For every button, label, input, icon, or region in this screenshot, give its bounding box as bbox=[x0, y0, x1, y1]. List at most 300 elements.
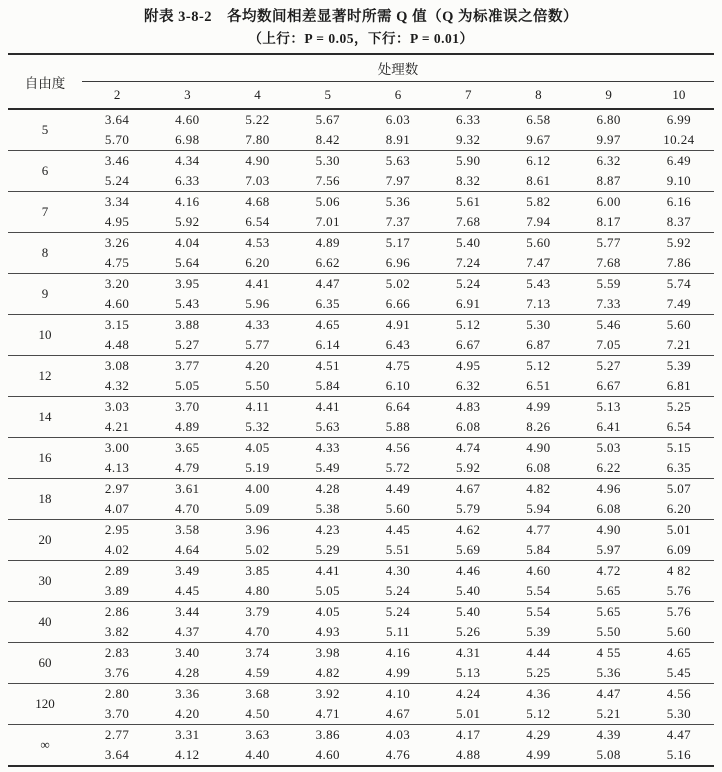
df-value: 18 bbox=[8, 479, 82, 520]
q-value-p005: 5.77 bbox=[574, 233, 644, 254]
q-value-p005: 4.45 bbox=[363, 520, 433, 541]
q-value-p005: 4.89 bbox=[293, 233, 363, 254]
q-value-p005: 3.88 bbox=[152, 315, 222, 336]
q-value-p005: 2.83 bbox=[82, 643, 152, 664]
q-value-p001: 7.49 bbox=[666, 296, 692, 311]
q-value-p001: 5.27 bbox=[175, 337, 200, 352]
df-value: 8 bbox=[8, 233, 82, 274]
q-value-p001: 5.40 bbox=[456, 583, 481, 598]
q-value-p001: 5.63 bbox=[315, 419, 340, 434]
q-value-p005: 4.04 bbox=[152, 233, 222, 254]
q-value-p005: 4.11 bbox=[222, 397, 292, 418]
table-row-p005 bbox=[8, 274, 714, 295]
q-value-p005: 4.95 bbox=[433, 356, 503, 377]
q-value-p001: 4.67 bbox=[385, 706, 411, 721]
table-row-p001 bbox=[8, 540, 714, 561]
q-value-p005: 4.72 bbox=[574, 561, 644, 582]
q-value-p005: 5.27 bbox=[574, 356, 644, 377]
q-value-p001: 8.87 bbox=[596, 173, 621, 188]
q-value-p005: 4.91 bbox=[363, 315, 433, 336]
q-value-p005: 5.74 bbox=[644, 274, 714, 295]
q-value-p005: 4.90 bbox=[574, 520, 644, 541]
q-value-p001: 5.76 bbox=[666, 583, 692, 598]
q-value-p005: 3.44 bbox=[152, 602, 222, 623]
q-value-p005: 4.74 bbox=[433, 438, 503, 459]
q-value-p001: 7.56 bbox=[315, 173, 340, 188]
q-value-p001: 8.17 bbox=[596, 214, 621, 229]
q-value-p005: 5.82 bbox=[503, 192, 573, 213]
q-value-p001: 5.11 bbox=[386, 624, 410, 639]
q-value-p001: 6.96 bbox=[385, 255, 411, 270]
df-value: 6 bbox=[8, 151, 82, 192]
q-value-p001: 4.07 bbox=[104, 501, 130, 516]
q-value-p005: 4.44 bbox=[503, 643, 573, 664]
q-value-p005: 4.20 bbox=[222, 356, 292, 377]
q-value-p005: 4.83 bbox=[433, 397, 503, 418]
q-value-p005: 5.12 bbox=[503, 356, 573, 377]
table-row-p005 bbox=[8, 725, 714, 746]
column-header: 10 bbox=[644, 82, 714, 110]
table-row-p005 bbox=[8, 561, 714, 582]
q-value-p005: 4.29 bbox=[503, 725, 573, 746]
q-value-p005: 5.06 bbox=[293, 192, 363, 213]
df-value: 14 bbox=[8, 397, 82, 438]
q-value-p001: 6.35 bbox=[666, 460, 692, 475]
q-value-p005: 4.90 bbox=[503, 438, 573, 459]
q-value-p005: 5.36 bbox=[363, 192, 433, 213]
q-value-p001: 5.25 bbox=[526, 665, 551, 680]
q-value-p005: 5.30 bbox=[293, 151, 363, 172]
q-value-p005: 4.05 bbox=[293, 602, 363, 623]
q-value-p001: 5.19 bbox=[245, 460, 270, 475]
table-row-p005 bbox=[8, 192, 714, 213]
q-value-p005: 4.62 bbox=[433, 520, 503, 541]
q-value-p001: 5.60 bbox=[666, 624, 692, 639]
q-value-p005: 3.65 bbox=[152, 438, 222, 459]
q-value-p005: 6.00 bbox=[574, 192, 644, 213]
q-value-p001: 6.51 bbox=[526, 378, 551, 393]
q-value-p005: 2.97 bbox=[82, 479, 152, 500]
table-title: 附表 3-8-2 各均数间相差显著时所需 Q 值（Q 为标准误之倍数） bbox=[144, 9, 578, 25]
table-row-p005 bbox=[8, 602, 714, 623]
q-value-p005: 5.22 bbox=[245, 112, 270, 127]
df-value: ∞ bbox=[8, 725, 82, 767]
column-header: 4 bbox=[222, 82, 292, 110]
q-value-p001: 5.51 bbox=[385, 542, 411, 557]
table-row-p005 bbox=[8, 643, 714, 664]
q-value-p001: 4.40 bbox=[245, 747, 270, 762]
q-value-p001: 4.70 bbox=[245, 624, 270, 639]
q-value-p001: 8.61 bbox=[526, 173, 551, 188]
q-value-p001: 7.37 bbox=[385, 214, 411, 229]
q-value-p001: 4.21 bbox=[104, 419, 130, 434]
q-value-p005: 2.89 bbox=[82, 561, 152, 582]
q-value-p005: 4.05 bbox=[222, 438, 292, 459]
q-value-p001: 8.42 bbox=[315, 132, 340, 147]
q-value-p005: 5.59 bbox=[574, 274, 644, 295]
table-row-p001 bbox=[8, 294, 714, 315]
q-value-table bbox=[8, 53, 714, 767]
q-value-p001: 5.02 bbox=[245, 542, 270, 557]
q-value-p005: 5.13 bbox=[574, 397, 644, 418]
q-value-p005: 5.46 bbox=[574, 315, 644, 336]
q-value-p001: 10.24 bbox=[663, 132, 695, 147]
q-value-p005: 3.92 bbox=[293, 684, 363, 705]
q-value-p001: 8.91 bbox=[385, 132, 411, 147]
q-value-p001: 5.64 bbox=[175, 255, 200, 270]
q-value-p005: 4.33 bbox=[222, 315, 292, 336]
q-value-p005: 5.15 bbox=[644, 438, 714, 459]
table-row-p005 bbox=[8, 479, 714, 500]
q-value-p005: 6.03 bbox=[385, 112, 411, 127]
q-value-p001: 9.10 bbox=[666, 173, 692, 188]
q-value-p005: 5.25 bbox=[644, 397, 714, 418]
q-value-p005: 5.40 bbox=[433, 602, 503, 623]
q-value-p005: 3.15 bbox=[82, 315, 152, 336]
table-row-p001 bbox=[8, 704, 714, 725]
q-value-p005: 4.60 bbox=[175, 112, 200, 127]
q-value-p005: 5.90 bbox=[433, 151, 503, 172]
q-value-p001: 6.35 bbox=[315, 296, 340, 311]
q-value-p005: 6.64 bbox=[363, 397, 433, 418]
q-value-p001: 7.68 bbox=[456, 214, 481, 229]
q-value-p005: 5.39 bbox=[644, 356, 714, 377]
q-value-p005: 4.51 bbox=[293, 356, 363, 377]
q-value-p001: 4.99 bbox=[385, 665, 411, 680]
q-value-p001: 7.03 bbox=[245, 173, 270, 188]
table-row-p001 bbox=[8, 171, 714, 192]
q-value-p001: 5.21 bbox=[596, 706, 621, 721]
q-value-p005: 4.17 bbox=[433, 725, 503, 746]
q-value-p001: 5.79 bbox=[456, 501, 481, 516]
column-header: 7 bbox=[433, 82, 503, 110]
q-value-p005: 4.56 bbox=[363, 438, 433, 459]
q-value-p001: 5.01 bbox=[456, 706, 481, 721]
q-value-p001: 9.97 bbox=[596, 132, 621, 147]
q-value-p005: 5.65 bbox=[574, 602, 644, 623]
q-value-p005: 4.47 bbox=[293, 274, 363, 295]
q-value-p001: 5.50 bbox=[596, 624, 621, 639]
q-value-p001: 5.16 bbox=[666, 747, 692, 762]
q-value-p005: 5.61 bbox=[433, 192, 503, 213]
q-value-p001: 4.64 bbox=[175, 542, 200, 557]
table-row-p001 bbox=[8, 458, 714, 479]
q-value-p005: 4.56 bbox=[644, 684, 714, 705]
q-value-p005: 3.46 bbox=[82, 151, 152, 172]
q-value-p005: 3.36 bbox=[152, 684, 222, 705]
q-value-p001: 4.70 bbox=[175, 501, 200, 516]
q-value-p001: 5.84 bbox=[315, 378, 340, 393]
q-value-p001: 6.67 bbox=[596, 378, 621, 393]
q-value-p001: 6.54 bbox=[666, 419, 692, 434]
q-value-p001: 5.88 bbox=[385, 419, 411, 434]
table-subtitle: （上行：P = 0.05，下行：P = 0.01） bbox=[248, 31, 474, 46]
q-value-p005: 4.24 bbox=[433, 684, 503, 705]
q-value-p005: 3.95 bbox=[152, 274, 222, 295]
q-value-p005: 4.10 bbox=[363, 684, 433, 705]
q-value-p001: 4.59 bbox=[245, 665, 270, 680]
q-value-p001: 5.05 bbox=[315, 583, 340, 598]
q-value-p001: 5.49 bbox=[315, 460, 340, 475]
q-value-p005: 6.80 bbox=[596, 112, 621, 127]
table-row-p005 bbox=[8, 397, 714, 418]
q-value-p001: 4.45 bbox=[175, 583, 200, 598]
table-row-p005 bbox=[8, 356, 714, 377]
q-value-p005: 4.65 bbox=[293, 315, 363, 336]
q-value-p005: 5.12 bbox=[433, 315, 503, 336]
df-value: 20 bbox=[8, 520, 82, 561]
q-value-p001: 3.82 bbox=[104, 624, 130, 639]
q-value-p005: 4 55 bbox=[574, 643, 644, 664]
table-row-p001 bbox=[8, 417, 714, 438]
q-value-p001: 5.30 bbox=[666, 706, 692, 721]
table-row-p001 bbox=[8, 499, 714, 520]
q-value-p005: 3.70 bbox=[152, 397, 222, 418]
table-header bbox=[8, 54, 714, 109]
q-value-p005: 5.17 bbox=[363, 233, 433, 254]
q-value-p005: 2.86 bbox=[82, 602, 152, 623]
table-row-p005 bbox=[8, 438, 714, 459]
q-value-p005: 5.54 bbox=[503, 602, 573, 623]
q-value-p005: 4.36 bbox=[503, 684, 573, 705]
q-value-p001: 6.08 bbox=[456, 419, 481, 434]
q-value-p005: 4.30 bbox=[363, 561, 433, 582]
q-value-p001: 4.82 bbox=[315, 665, 340, 680]
column-header: 6 bbox=[363, 82, 433, 110]
table-row-p001 bbox=[8, 622, 714, 643]
q-value-p001: 7.94 bbox=[526, 214, 551, 229]
q-value-p001: 4.32 bbox=[104, 378, 130, 393]
q-value-p001: 5.12 bbox=[526, 706, 551, 721]
q-value-p001: 9.32 bbox=[456, 132, 481, 147]
q-value-p005: 4.41 bbox=[293, 397, 363, 418]
q-value-p001: 6.87 bbox=[526, 337, 551, 352]
q-value-p001: 4.79 bbox=[175, 460, 200, 475]
q-value-p005: 5.24 bbox=[433, 274, 503, 295]
q-value-p001: 5.24 bbox=[104, 173, 130, 188]
q-value-p001: 5.96 bbox=[245, 296, 270, 311]
q-value-p001: 5.97 bbox=[596, 542, 621, 557]
q-value-p005: 4.16 bbox=[152, 192, 222, 213]
q-value-p001: 3.89 bbox=[104, 583, 130, 598]
q-value-p005: 4.82 bbox=[503, 479, 573, 500]
table-body bbox=[8, 109, 714, 766]
q-value-p005: 6.16 bbox=[644, 192, 714, 213]
q-value-p005: 5.92 bbox=[644, 233, 714, 254]
q-value-p005: 4.60 bbox=[503, 561, 573, 582]
df-value: 9 bbox=[8, 274, 82, 315]
q-value-p005: 2.80 bbox=[82, 684, 152, 705]
q-value-p001: 6.09 bbox=[666, 542, 692, 557]
q-value-p001: 7.05 bbox=[596, 337, 621, 352]
q-value-p005: 3.61 bbox=[152, 479, 222, 500]
q-value-p005: 5.60 bbox=[503, 233, 573, 254]
q-value-p001: 4.93 bbox=[315, 624, 340, 639]
q-value-p005: 4.90 bbox=[222, 151, 292, 172]
q-value-p005: 5.01 bbox=[644, 520, 714, 541]
q-value-p001: 6.62 bbox=[315, 255, 340, 270]
q-value-p005: 4.77 bbox=[503, 520, 573, 541]
q-value-p001: 5.39 bbox=[526, 624, 551, 639]
q-value-p001: 6.67 bbox=[456, 337, 481, 352]
q-value-p001: 5.65 bbox=[596, 583, 621, 598]
q-value-p001: 7.21 bbox=[666, 337, 692, 352]
q-value-p001: 6.98 bbox=[175, 132, 200, 147]
q-value-p005: 5.07 bbox=[644, 479, 714, 500]
q-value-p001: 6.14 bbox=[315, 337, 340, 352]
degrees-of-freedom-header: 自由度 bbox=[8, 54, 82, 109]
table-row-p005 bbox=[8, 520, 714, 541]
q-value-p001: 5.09 bbox=[245, 501, 270, 516]
q-value-p005: 5.30 bbox=[503, 315, 573, 336]
q-value-p005: 3.58 bbox=[152, 520, 222, 541]
q-value-p005: 4.00 bbox=[222, 479, 292, 500]
q-value-p005: 3.63 bbox=[222, 725, 292, 746]
q-value-p005: 4.68 bbox=[222, 192, 292, 213]
q-value-p005: 5.03 bbox=[574, 438, 644, 459]
q-value-p005: 4.49 bbox=[363, 479, 433, 500]
q-value-p005: 3.20 bbox=[82, 274, 152, 295]
q-value-p001: 5.84 bbox=[526, 542, 551, 557]
header-row-group bbox=[8, 54, 714, 82]
q-value-p005: 5.67 bbox=[315, 112, 340, 127]
q-value-p005: 4.53 bbox=[222, 233, 292, 254]
q-value-p001: 7.13 bbox=[526, 296, 551, 311]
q-value-p001: 5.32 bbox=[245, 419, 270, 434]
q-value-p001: 7.80 bbox=[245, 132, 270, 147]
q-value-p005: 6.12 bbox=[503, 151, 573, 172]
table-row-p001 bbox=[8, 130, 714, 151]
q-value-p001: 4.89 bbox=[175, 419, 200, 434]
q-value-p001: 7.68 bbox=[596, 255, 621, 270]
q-value-p001: 8.37 bbox=[666, 214, 692, 229]
q-value-p005: 5.24 bbox=[363, 602, 433, 623]
q-value-p005: 3.98 bbox=[293, 643, 363, 664]
q-value-p005: 4.31 bbox=[433, 643, 503, 664]
q-value-p001: 8.32 bbox=[456, 173, 481, 188]
q-value-p005: 3.03 bbox=[82, 397, 152, 418]
q-value-p001: 5.24 bbox=[385, 583, 411, 598]
df-value: 60 bbox=[8, 643, 82, 684]
q-value-p005: 4.65 bbox=[644, 643, 714, 664]
q-value-p001: 5.60 bbox=[385, 501, 411, 516]
q-value-p001: 6.41 bbox=[596, 419, 621, 434]
q-value-p005: 4.23 bbox=[293, 520, 363, 541]
df-value: 7 bbox=[8, 192, 82, 233]
q-value-p005: 4.47 bbox=[574, 684, 644, 705]
table-row-p005 bbox=[8, 109, 714, 130]
column-header: 5 bbox=[293, 82, 363, 110]
table-row-p001 bbox=[8, 253, 714, 274]
q-value-p001: 7.47 bbox=[526, 255, 551, 270]
q-value-p001: 4.88 bbox=[456, 747, 481, 762]
q-value-p005: 3.40 bbox=[152, 643, 222, 664]
q-value-p001: 4.48 bbox=[104, 337, 130, 352]
q-value-p001: 6.66 bbox=[385, 296, 411, 311]
q-value-p001: 4.20 bbox=[175, 706, 200, 721]
table-row-p001 bbox=[8, 335, 714, 356]
df-value: 120 bbox=[8, 684, 82, 725]
q-value-p005: 5.60 bbox=[644, 315, 714, 336]
q-value-p001: 5.92 bbox=[175, 214, 200, 229]
q-value-p001: 8.26 bbox=[526, 419, 551, 434]
q-value-p005: 4.39 bbox=[574, 725, 644, 746]
q-value-p001: 5.38 bbox=[315, 501, 340, 516]
q-value-p001: 5.45 bbox=[666, 665, 692, 680]
q-value-p001: 6.43 bbox=[385, 337, 411, 352]
q-value-p001: 4.99 bbox=[526, 747, 551, 762]
q-value-p001: 4.80 bbox=[245, 583, 270, 598]
q-value-p001: 7.86 bbox=[666, 255, 692, 270]
header-row-columns bbox=[8, 82, 714, 110]
column-header: 3 bbox=[152, 82, 222, 110]
q-value-p005: 2.77 bbox=[82, 725, 152, 746]
q-value-p001: 6.22 bbox=[596, 460, 621, 475]
q-value-p005: 3.74 bbox=[222, 643, 292, 664]
q-value-p001: 5.70 bbox=[104, 132, 130, 147]
q-value-p005: 3.86 bbox=[293, 725, 363, 746]
q-value-p001: 5.72 bbox=[385, 460, 411, 475]
table-row-p005 bbox=[8, 151, 714, 172]
q-value-p001: 4.95 bbox=[104, 214, 130, 229]
table-row-p001 bbox=[8, 376, 714, 397]
q-value-p001: 5.08 bbox=[596, 747, 621, 762]
q-value-p001: 5.43 bbox=[175, 296, 200, 311]
q-value-p005: 6.99 bbox=[666, 112, 692, 127]
table-row-p001 bbox=[8, 581, 714, 602]
q-value-p005: 4.99 bbox=[503, 397, 573, 418]
q-value-p005: 4.67 bbox=[433, 479, 503, 500]
q-value-p005: 3.79 bbox=[222, 602, 292, 623]
q-value-p005: 4.03 bbox=[363, 725, 433, 746]
q-value-p001: 5.94 bbox=[526, 501, 551, 516]
q-value-p005: 5.40 bbox=[433, 233, 503, 254]
table-row-p001 bbox=[8, 745, 714, 766]
q-value-p005: 4.28 bbox=[293, 479, 363, 500]
q-value-p005: 4.34 bbox=[152, 151, 222, 172]
q-value-p005: 4 82 bbox=[644, 561, 714, 582]
q-value-p005: 5.63 bbox=[363, 151, 433, 172]
q-value-p001: 6.91 bbox=[456, 296, 481, 311]
df-value: 30 bbox=[8, 561, 82, 602]
q-value-p005: 3.77 bbox=[152, 356, 222, 377]
q-value-p001: 4.28 bbox=[175, 665, 200, 680]
column-header: 8 bbox=[503, 82, 573, 110]
q-value-p005: 3.00 bbox=[82, 438, 152, 459]
q-value-p005: 4.41 bbox=[222, 274, 292, 295]
q-value-p001: 6.20 bbox=[245, 255, 270, 270]
q-value-p001: 4.02 bbox=[104, 542, 130, 557]
q-value-p005: 4.16 bbox=[363, 643, 433, 664]
q-value-p005: 6.58 bbox=[526, 112, 551, 127]
q-value-p005: 6.32 bbox=[574, 151, 644, 172]
q-value-p005: 5.76 bbox=[644, 602, 714, 623]
q-value-p005: 3.68 bbox=[222, 684, 292, 705]
q-value-p001: 5.77 bbox=[245, 337, 270, 352]
column-header: 2 bbox=[82, 82, 152, 110]
q-value-p005: 2.95 bbox=[82, 520, 152, 541]
q-value-p001: 4.71 bbox=[315, 706, 340, 721]
q-value-p005: 3.31 bbox=[152, 725, 222, 746]
table-row-p005 bbox=[8, 684, 714, 705]
q-value-p001: 4.37 bbox=[175, 624, 200, 639]
q-value-p001: 3.76 bbox=[104, 665, 130, 680]
q-value-p005: 4.96 bbox=[574, 479, 644, 500]
q-value-p001: 4.13 bbox=[104, 460, 130, 475]
q-value-p001: 5.26 bbox=[456, 624, 481, 639]
df-value: 5 bbox=[41, 122, 49, 137]
q-value-p001: 6.08 bbox=[596, 501, 621, 516]
